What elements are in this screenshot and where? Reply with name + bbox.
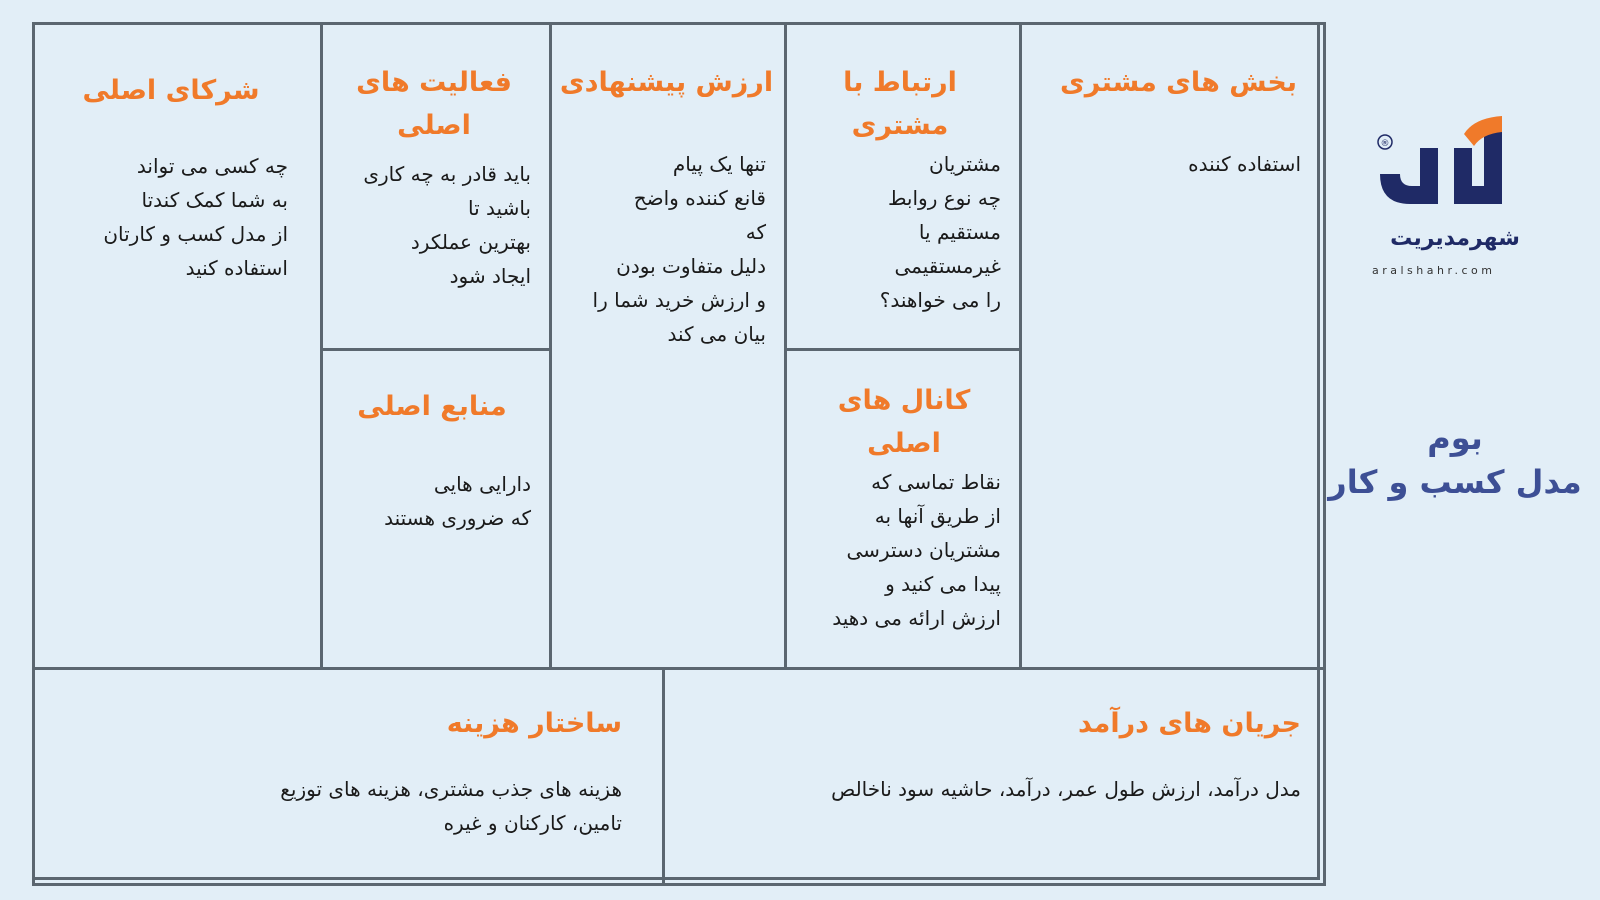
logo-subtitle: شهرمدیریت [1390,226,1520,251]
cost-structure-title: ساختار هزینه [446,708,622,739]
key-resources-title: منابع اصلی [357,391,507,422]
logo-domain: aralshahr.com [1372,264,1496,277]
key-activities-title: فعالیت های اصلی [356,67,512,141]
cell-revenue-streams [662,667,1326,886]
customer-relationships-title: ارتباط با مشتری [843,67,957,141]
channels-text: نقاط تماسی که از طریق آنها به مشتریان دسترسی پیدا می کنید و ارزش ارائه می دهید [832,470,1001,630]
cell-channels [784,348,1022,670]
value-proposition-text: تنها یک پیام قانع کننده واضح که دلیل متفاوت بودن و ارزش خرید شما را بیان می کند [592,152,766,346]
key-activities-text: باید قادر به چه کاری باشید تا بهترین عملکرد ایجاد شود [363,162,531,288]
aral-logo-mark-icon [1370,112,1540,232]
value-proposition-title: ارزش پیشنهادی [559,67,774,98]
brand-title: بوم مدل کسب و کار [1328,419,1582,501]
customer-relationships-text: مشتریان چه نوع روابط مستقیم یا غیرمستقیمی را می خواهند؟ [879,152,1001,312]
registered-mark: ® [1380,139,1390,149]
customer-segments-title: بخش های مشتری [1060,67,1297,98]
cell-value-proposition [549,22,787,670]
cell-key-resources [320,348,552,670]
channels-title: کانال های اصلی [837,385,971,459]
revenue-streams-title: جریان های درآمد [1078,708,1301,739]
cell-key-partners [32,22,323,670]
cell-customer-relationships [784,22,1022,351]
key-resources-text: دارایی هایی که ضروری هستند [384,472,531,530]
cell-cost-structure [32,667,665,886]
customer-segments-text: استفاده کننده [1188,152,1301,176]
cell-key-activities [320,22,552,351]
key-partners-text: چه کسی می تواند به شما کمک کندتا از مدل کسب و کارتان استفاده کنید [103,154,288,280]
key-partners-title: شرکای اصلی [82,75,260,106]
business-model-canvas [32,22,1320,880]
revenue-streams-text: مدل درآمد، ارزش طول عمر، درآمد، حاشیه سود ناخالص [831,777,1301,801]
cost-structure-text: هزینه های جذب مشتری، هزینه های توزیع تامین، کارکنان و غیره [280,777,622,835]
cell-customer-segments [1019,22,1326,670]
